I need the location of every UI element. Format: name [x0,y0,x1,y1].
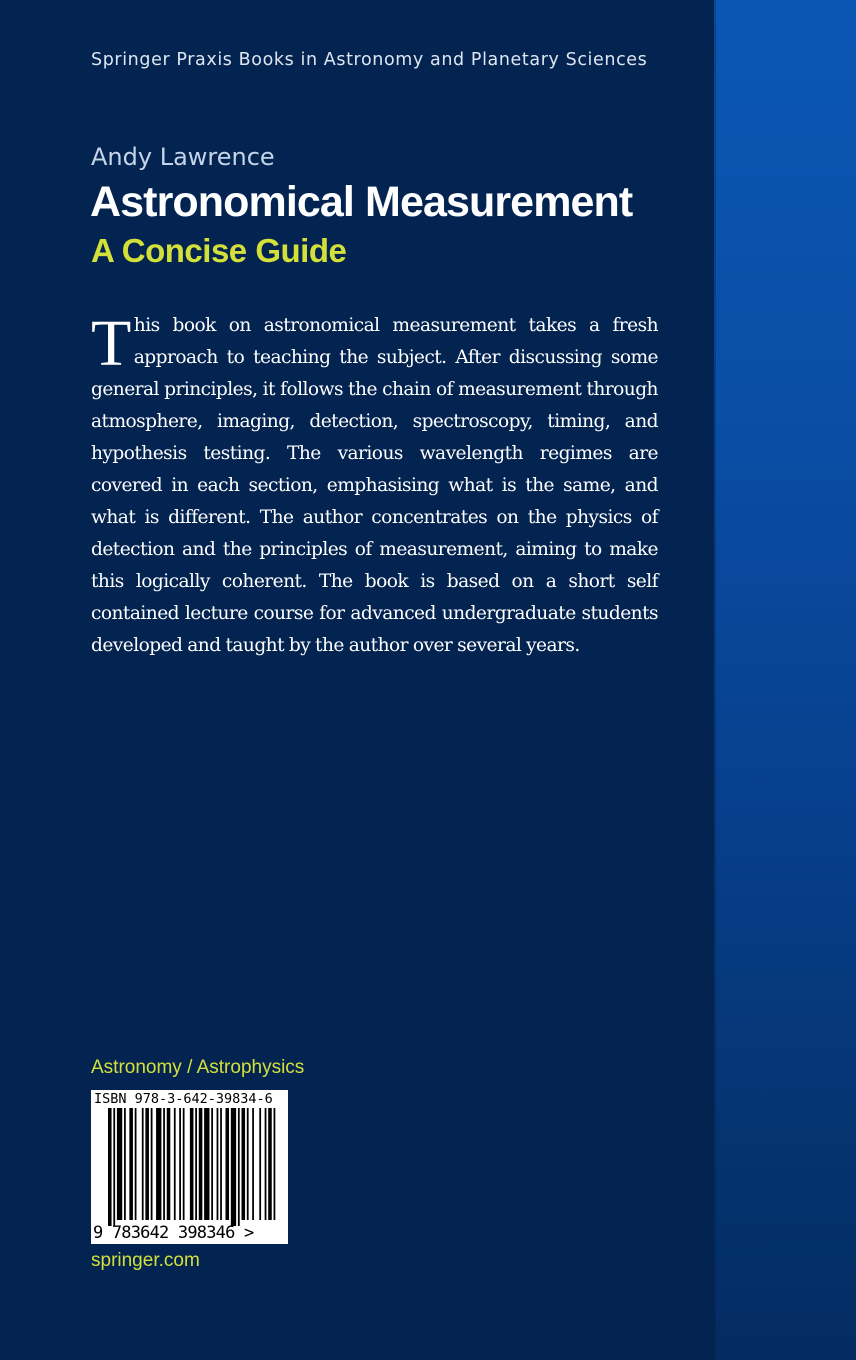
barcode-bar [135,1108,137,1220]
barcode-bar [151,1108,153,1220]
book-subtitle: A Concise Guide [91,232,347,269]
barcode-bar [199,1108,203,1220]
barcode-bar [238,1108,240,1226]
barcode-bar [142,1108,144,1220]
barcode-bar [268,1108,272,1220]
isbn-label: ISBN 978-3-642-39834-6 [94,1091,273,1107]
barcode-bar [124,1108,126,1220]
barcode-bar [145,1108,149,1220]
isbn-barcode [91,1090,288,1244]
author-name: Andy Lawrence [91,143,275,171]
barcode-bar [195,1108,197,1220]
barcode-bar [225,1108,229,1220]
barcode-bar [274,1108,276,1220]
description-text: his book on astronomical measurement takes a fresh approach to teaching the subject. After discussing some general principles, it follows the chain of measurement through atmosphere, imaging, detection, spectroscopy, timing, and hypothesis testing. The various wavelength regimes are covered in each section, emphasising what is the same, and what is different. The author concentrates on the physics of detection and the principles of measurement, aiming to make this logically coherent. The book is based on a short self contained lecture course for advanced undergraduate students developed and taught by the author over several years. [91,315,658,656]
spine-edge [714,0,716,1360]
barcode-bar [113,1108,115,1226]
barcode-bar [108,1108,112,1226]
barcode-bar [242,1108,246,1220]
drop-cap: T [91,307,131,380]
barcode-bar [179,1108,181,1220]
barcode-bar [167,1108,171,1220]
series-title: Springer Praxis Books in Astronomy and Planetary Sciences [91,50,648,70]
barcode-bar [231,1108,236,1226]
barcode-bar [265,1108,267,1220]
barcode-bar [117,1108,122,1220]
barcode-bars [91,1108,288,1226]
barcode-bar [174,1108,176,1220]
barcode-bar [129,1108,133,1220]
barcode-bar [163,1108,165,1220]
barcode-bar [204,1108,209,1220]
barcode-bar [259,1108,261,1220]
publisher-website[interactable]: springer.com [91,1250,200,1271]
spine-band [714,0,856,1360]
barcode-bar [190,1108,194,1220]
barcode-digits: 9 783642 398346 > [93,1223,254,1243]
barcode-bar [247,1108,249,1220]
barcode-bar [217,1108,219,1220]
barcode-bar [220,1108,222,1220]
barcode-bar [211,1108,213,1220]
barcode-bar [252,1108,254,1220]
barcode-bar [183,1108,185,1220]
book-description [91,307,658,662]
barcode-bar [156,1108,161,1220]
book-title: Astronomical Measurement [90,178,633,226]
subject-category: Astronomy / Astrophysics [91,1057,305,1078]
